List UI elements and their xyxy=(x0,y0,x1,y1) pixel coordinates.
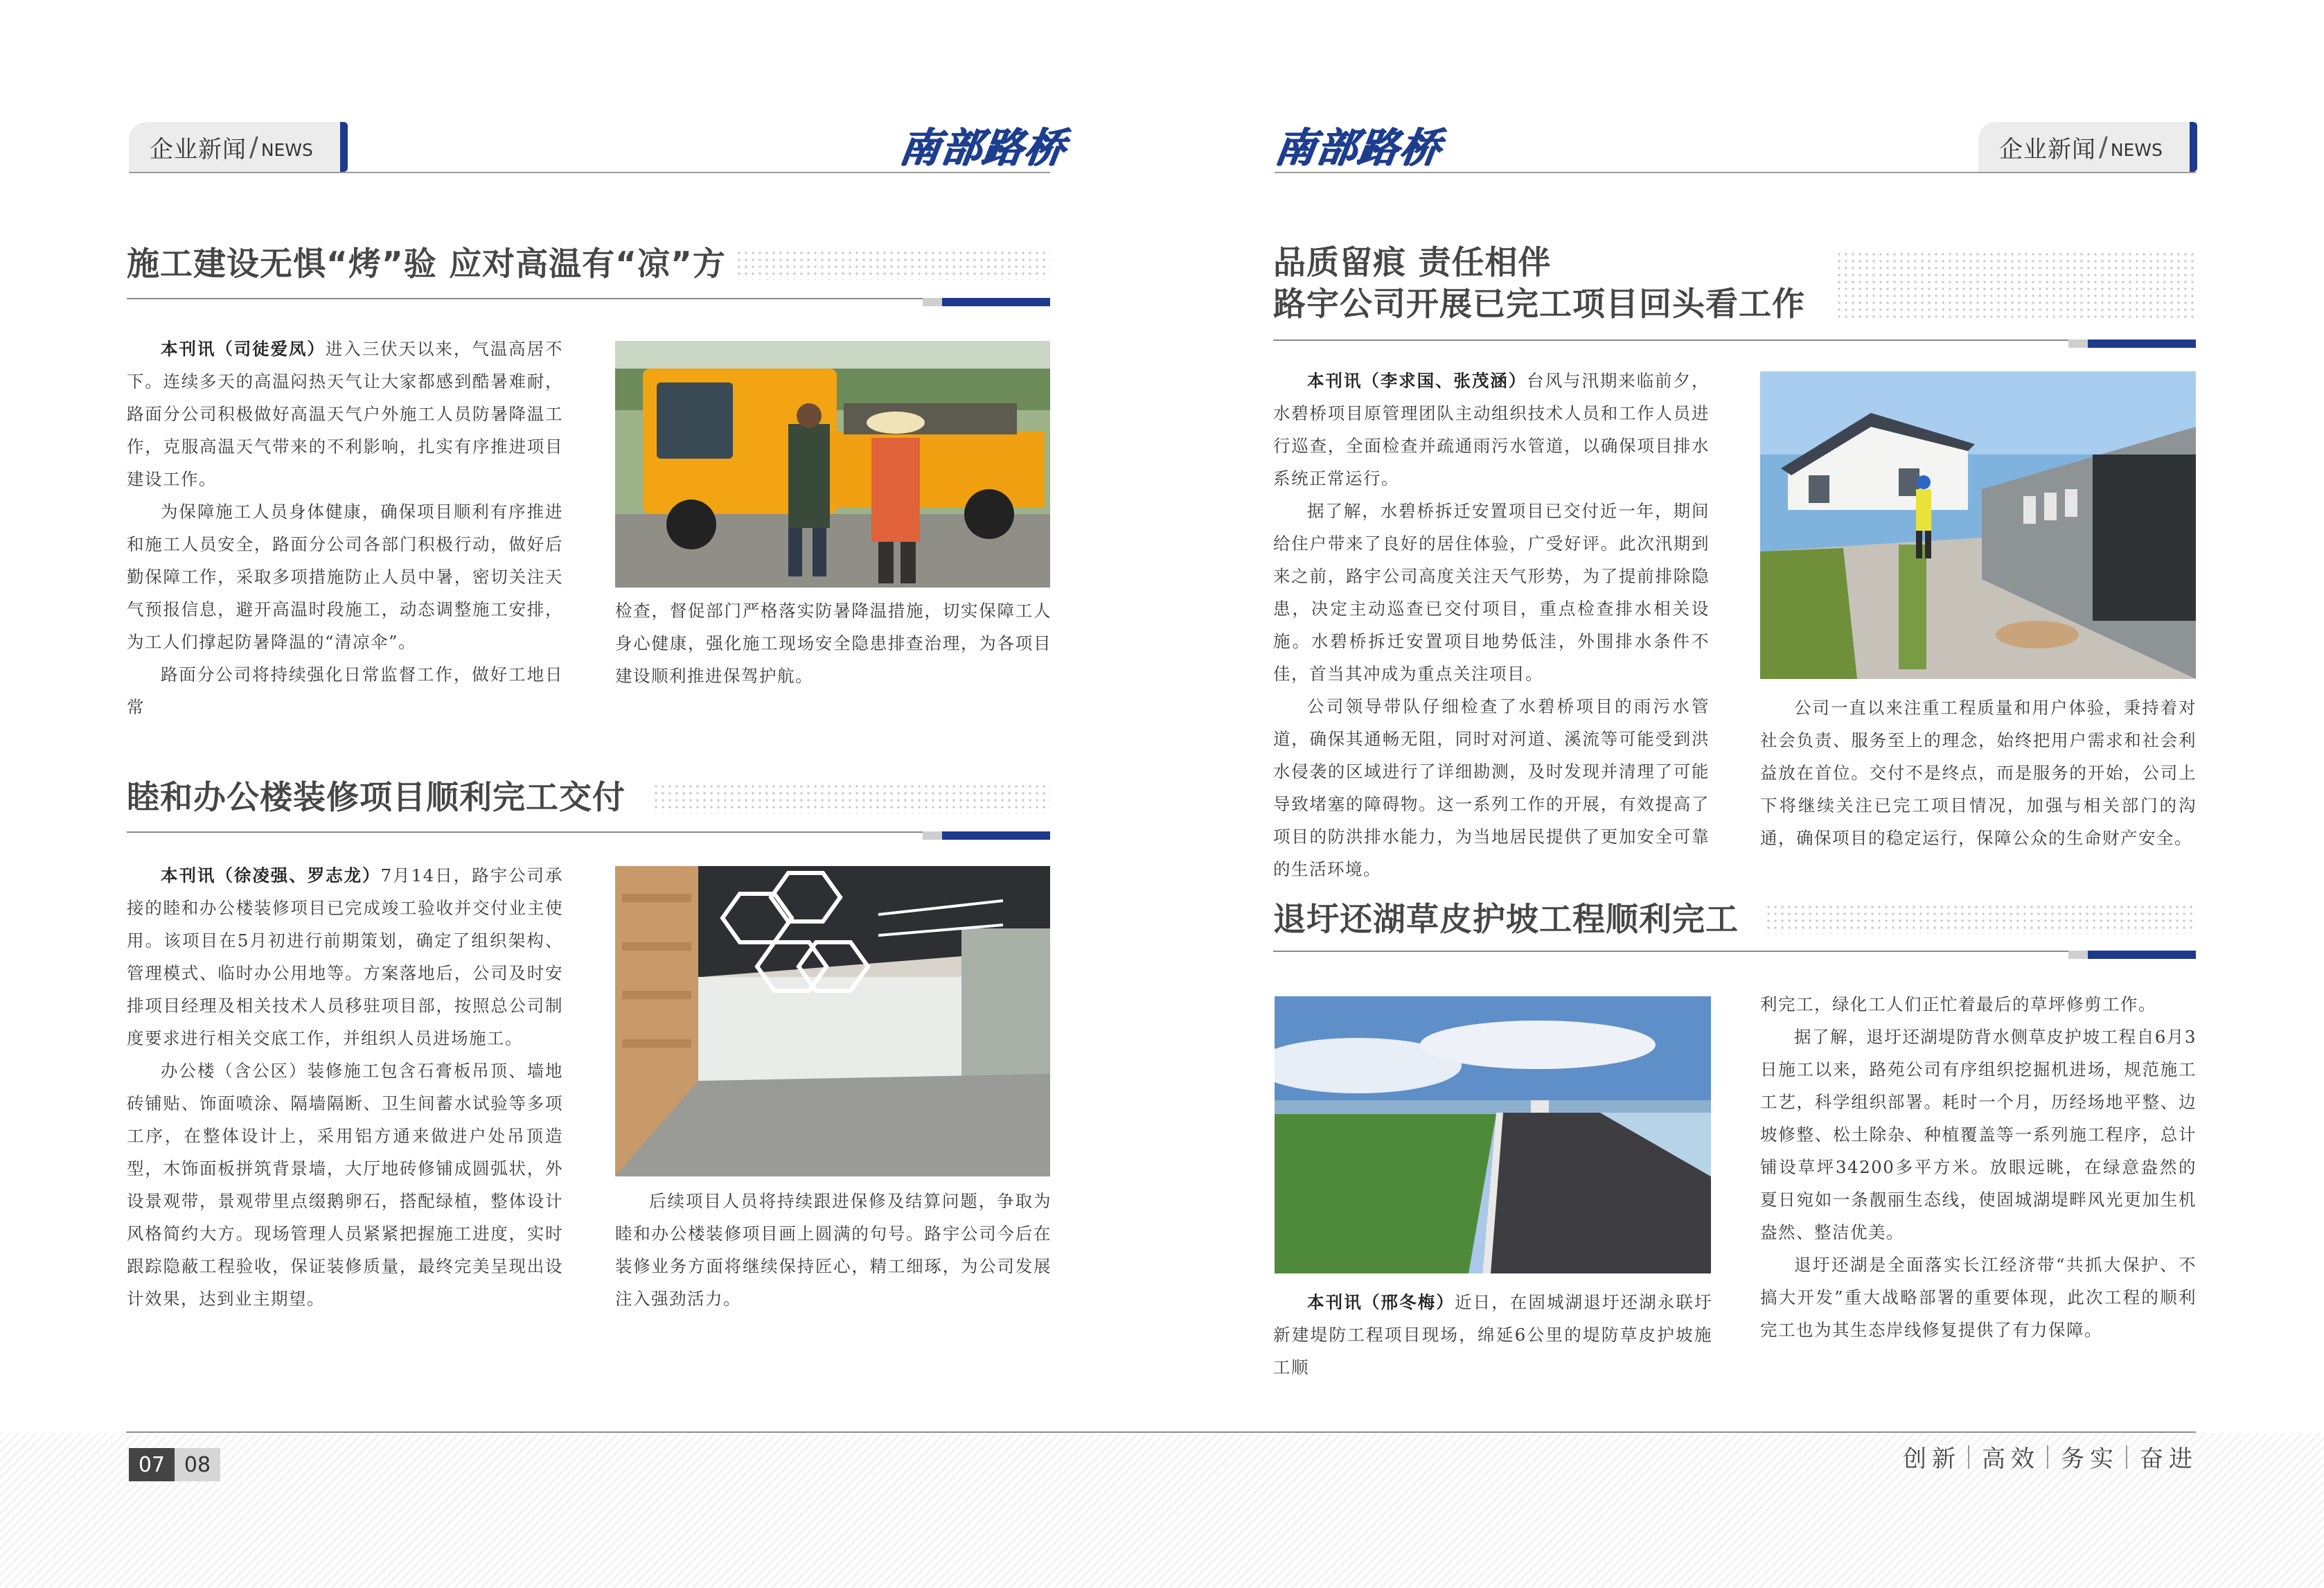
article3-photo-inspection xyxy=(1760,371,2196,679)
article2-body-left xyxy=(127,859,563,1315)
title-dot-pattern xyxy=(653,783,1050,813)
article4-body-left xyxy=(1273,1286,1712,1384)
section-label-cn: 企业新闻 xyxy=(150,135,247,164)
article2-byline: 本刊讯（徐凌强、罗志龙） xyxy=(161,865,381,885)
article1-para3: 路面分公司将持续强化日常监督工作，做好工地日常 xyxy=(127,664,563,717)
article4-para1: 近日，在固城湖退圩还湖永联圩新建堤防工程项目现场，绵延6公里的堤防草皮护坡施工顺 xyxy=(1273,1292,1712,1377)
title-dot-pattern xyxy=(1836,251,2196,320)
article3-body-right xyxy=(1760,691,2197,854)
brand-logo-right: 南部路桥 xyxy=(1272,124,1446,171)
title-rule-gray-block xyxy=(923,298,942,306)
article4-body-right xyxy=(1760,988,2197,1346)
slogan-separator xyxy=(2047,1445,2048,1469)
title-rule-blue-block xyxy=(2088,951,2196,959)
article4-byline: 本刊讯（邢冬梅） xyxy=(1307,1292,1455,1312)
slogan-word: 务实 xyxy=(2061,1445,2119,1473)
section-label-en: NEWS xyxy=(260,139,313,160)
article1-para2: 为保障施工人员身体健康，确保项目顺利有序推进和施工人员安全，路面分公司各部门积极行动，做好后勤保障工作，采取多项措施防止人员中暑，密切关注天气预报信息，避开高温时段施工，动态调整施工安排，为工人们撑起防暑降温的“清凉伞”。 xyxy=(127,502,563,652)
article1-byline: 本刊讯（司徒爱凤） xyxy=(161,339,326,359)
section-label-en: NEWS xyxy=(2110,139,2163,160)
section-tab-left xyxy=(129,122,348,172)
section-label-slash: / xyxy=(2099,132,2108,162)
title-dot-pattern xyxy=(736,249,1050,280)
title-rule xyxy=(1273,951,2196,952)
slogan-word: 奋进 xyxy=(2140,1445,2198,1473)
title-dot-pattern xyxy=(1765,903,2196,934)
article3-para1: 台风与汛期来临前夕，水碧桥项目原管理团队主动组织技术人员和工作人员进行巡查，全面检查并疏通雨污水管道，以确保项目排水系统正常运行。 xyxy=(1273,371,1710,488)
article1-body-right xyxy=(615,594,1052,692)
article3-title-line1: 品质留痕 责任相伴 xyxy=(1273,244,1552,282)
page-number-right: 08 xyxy=(175,1448,220,1481)
article3-para4: 公司一直以来注重工程质量和用户体验，秉持着对社会负责、服务至上的理念，始终把用户需求和社会利益放在首位。交付不是终点，而是服务的开始，公司上下将继续关注已完工项目情况，加强与相关部门的沟通，确保项目的稳定运行，保障公众的生命财产安全。 xyxy=(1760,698,2197,848)
title-rule-gray-block xyxy=(2068,339,2088,348)
article4-para3: 据了解，退圩还湖堤防背水侧草皮护坡工程自6月3日施工以来，路苑公司有序组织挖掘机进场，规范施工工艺，科学组织部署。耗时一个月，历经场地平整、边坡修整、松土除杂、种植覆盖等一系列施工程序，总计铺设草坪34200多平方米。放眼远眺，在绿意盎然的夏日宛如一条靓丽生态线，使固城湖堤畔风光更加生机盎然、整洁优美。 xyxy=(1760,1027,2197,1242)
article1-para1: 进入三伏天以来，气温高居不下。连续多天的高温闷热天气让大家都感到酷暑难耐，路面分公司积极做好高温天气户外施工人员防暑降温工作，克服高温天气带来的不利影响，扎实有序推进项目建设工作。 xyxy=(127,339,564,489)
tab-accent-bar xyxy=(2190,122,2197,172)
header-divider-right xyxy=(1275,172,2196,173)
article1-title: 施工建设无惧“烤”验 应对高温有“凉”方 xyxy=(127,245,726,283)
article2-para1: 7月14日，路宇公司承接的睦和办公楼装修项目已完成竣工验收并交付业主使用。该项目在5月初进行前期策划，确定了组织架构、管理模式、临时办公用地等。方案落地后，公司及时安排项目经理及相关技术人员移驻项目部，按照总公司制度要求进行相关交底工作，并组织人员进场施工。 xyxy=(127,865,563,1048)
article4-para4: 退圩还湖是全面落实长江经济带“共抓大保护、不搞大开发”重大战略部署的重要体现，此次工程的顺利完工也为其生态岸线修复提供了有力保障。 xyxy=(1760,1255,2197,1340)
article3-para3: 公司领导带队仔细检查了水碧桥项目的雨污水管道，确保其通畅无阻，同时对河道、溪流等可能受到洪水侵袭的区域进行了详细勘测，及时发现并清理了可能导致堵塞的障碍物。这一系列工作的开展，有效提高了项目的防洪排水能力，为当地居民提供了更加安全可靠的生活环境。 xyxy=(1273,696,1710,879)
section-label-slash: / xyxy=(249,132,258,162)
section-label-cn: 企业新闻 xyxy=(1999,135,2096,164)
article2-para3: 后续项目人员将持续跟进保修及结算问题，争取为睦和办公楼装修项目画上圆满的句号。路宇公司今后在装修业务方面将继续保持匠心，精工细琢，为公司发展注入强劲活力。 xyxy=(615,1191,1052,1309)
title-rule-gray-block xyxy=(2068,951,2088,959)
section-tab-right xyxy=(1978,122,2197,172)
title-rule-blue-block xyxy=(942,831,1050,840)
slogan-separator xyxy=(1968,1445,1969,1469)
slogan-separator xyxy=(2126,1445,2127,1469)
footer-slogan xyxy=(1903,1440,2198,1474)
header-divider-left xyxy=(129,172,1050,173)
title-rule-blue-block xyxy=(2088,339,2196,348)
brand-logo-left: 南部路桥 xyxy=(896,124,1070,171)
title-rule xyxy=(127,831,1050,833)
page-number-left: 07 xyxy=(129,1448,175,1481)
footer-divider xyxy=(126,1431,2196,1433)
title-rule-blue-block xyxy=(942,298,1050,306)
slogan-word: 高效 xyxy=(1982,1445,2040,1473)
article2-body-right xyxy=(615,1185,1052,1315)
article4-title: 退圩还湖草皮护坡工程顺利完工 xyxy=(1273,901,1739,939)
article3-title-line2: 路宇公司开展已完工项目回头看工作 xyxy=(1273,285,1805,324)
article2-para2: 办公楼（含公区）装修施工包含石膏板吊顶、墙地砖铺贴、饰面喷涂、隔墙隔断、卫生间蓄水试验等多项工序，在整体设计上，采用铝方通来做进户处吊顶造型，木饰面板拼筑背景墙，大厅地砖修铺成圆弧状，外设景观带，景观带里点缀鹅卵石，搭配绿植，整体设计风格简约大方。现场管理人员紧紧把握施工进度，实时跟踪隐蔽工程验收，保证装修质量，最终完美呈现出设计效果，达到业主期望。 xyxy=(127,1061,563,1309)
article1-body-left xyxy=(127,333,563,723)
article3-body-left xyxy=(1273,364,1710,885)
article2-photo-office xyxy=(615,866,1050,1176)
title-rule xyxy=(127,298,1050,299)
article3-para2: 据了解，水碧桥拆迁安置项目已交付近一年，期间给住户带来了良好的居住体验，广受好评。此次汛期到来之前，路宇公司高度关注天气形势，为了提前排除隐患，决定主动巡查已交付项目，重点检查排水相关设施。水碧桥拆迁安置项目地势低洼，外围排水条件不佳，首当其冲成为重点关注项目。 xyxy=(1273,501,1710,684)
slogan-word: 创新 xyxy=(1903,1445,1961,1473)
article4-photo-levee xyxy=(1275,996,1711,1273)
article4-para2: 利完工，绿化工人们正忙着最后的草坪修剪工作。 xyxy=(1760,994,2156,1014)
tab-accent-bar xyxy=(340,122,348,172)
article2-title: 睦和办公楼装修项目顺利完工交付 xyxy=(127,779,626,817)
article1-para4: 检查，督促部门严格落实防暑降温措施，切实保障工人身心健康，强化施工现场安全隐患排查治理，为各项目建设顺利推进保驾护航。 xyxy=(615,601,1052,686)
article3-byline: 本刊讯（李求国、张茂涵） xyxy=(1307,371,1527,391)
title-rule xyxy=(1273,339,2196,341)
article1-photo-truck xyxy=(615,341,1050,588)
title-rule-gray-block xyxy=(923,831,942,840)
